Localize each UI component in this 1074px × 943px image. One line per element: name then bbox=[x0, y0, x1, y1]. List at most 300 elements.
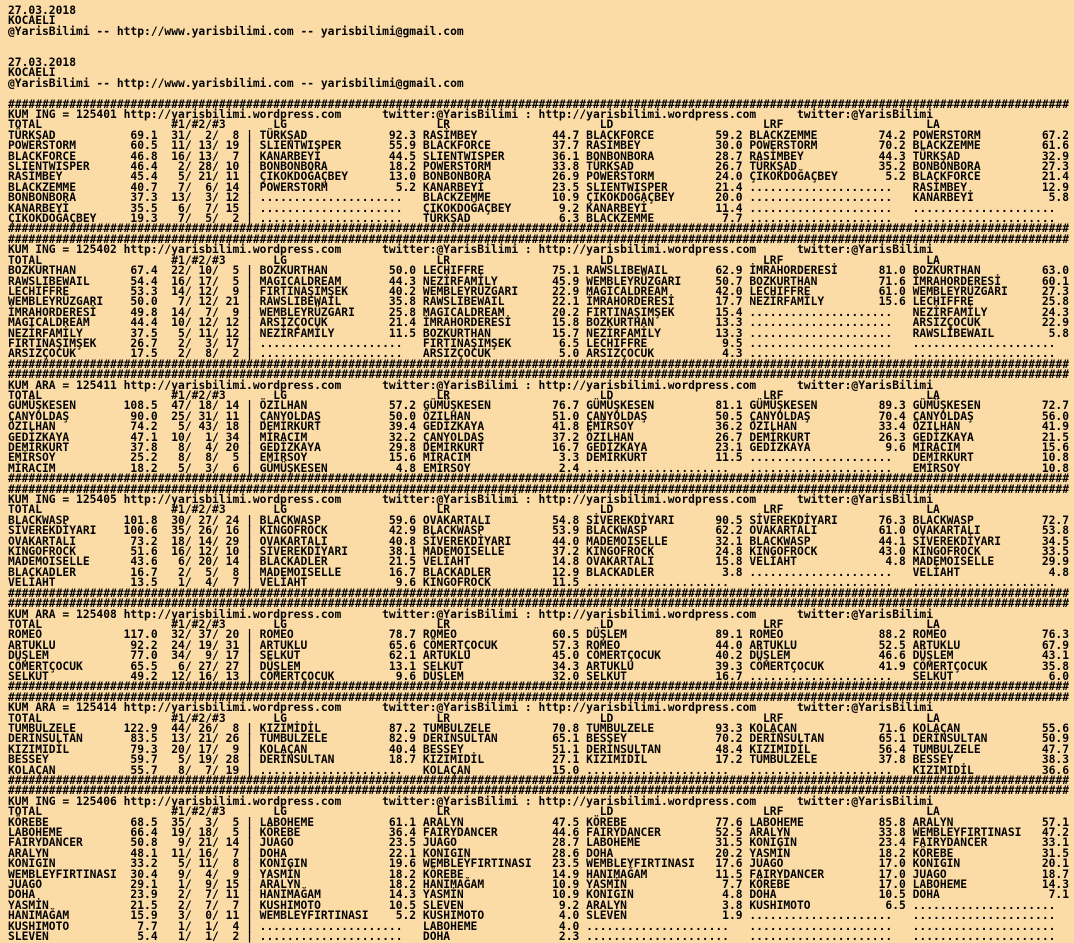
cell-lrf: NEZİRFAMİLY 15.6 bbox=[749, 295, 913, 309]
place-counts: 1/ 1/ 4 bbox=[157, 919, 240, 933]
cell-la: İMRAHORDERESİ 60.1 bbox=[912, 274, 1070, 288]
cell-ld: ..................... bbox=[586, 919, 750, 933]
cell-lr: HANIMAĞAM 10.9 bbox=[422, 878, 587, 892]
cell-lr: KUSHIMOTO 4.0 bbox=[422, 909, 587, 923]
col-lr: LR bbox=[436, 617, 600, 631]
cell-la: MİRACIM 15.6 bbox=[912, 441, 1070, 455]
cell-lr: SELKUT 34.3 bbox=[422, 659, 587, 673]
column-divider: | bbox=[239, 576, 260, 590]
report-header-block-1 bbox=[8, 6, 1074, 37]
horse-name: KINGOFROCK bbox=[8, 545, 124, 559]
cell-lg: ARTUKLU 65.6 bbox=[259, 638, 423, 652]
horse-name: OVAKARTALI bbox=[8, 534, 124, 548]
cell-lrf: ÇIKOKDOĞAÇBEY 5.2 bbox=[749, 170, 913, 184]
cell-ld: BESSEY 70.2 bbox=[586, 732, 750, 746]
column-divider: | bbox=[239, 212, 260, 226]
col-total: TOTAL bbox=[8, 253, 172, 267]
cell-la: ..................... bbox=[912, 898, 1070, 912]
cell-lrf: POWERSTORM 70.2 bbox=[749, 139, 913, 153]
place-counts: 8/ 4/ 20 bbox=[157, 441, 240, 455]
column-divider: | bbox=[239, 326, 260, 340]
column-divider: | bbox=[239, 930, 260, 943]
section-link: http://yarisbilimi.wordpress.com bbox=[116, 243, 342, 257]
cell-la: DÜŞLEM 43.1 bbox=[912, 649, 1070, 663]
cell-lg: KUSHIMOTO 10.5 bbox=[259, 898, 423, 912]
cell-la: ..................... bbox=[912, 347, 1070, 361]
total-score: 29.1 bbox=[123, 878, 158, 892]
column-divider: | bbox=[239, 721, 260, 735]
cell-lg: TÜRKŞAD 92.3 bbox=[259, 128, 423, 142]
total-score: 79.3 bbox=[123, 742, 158, 756]
total-score: 90.0 bbox=[123, 409, 158, 423]
total-score: 33.2 bbox=[123, 857, 158, 871]
col-la: LA bbox=[926, 503, 940, 517]
total-score: 48.1 bbox=[123, 846, 158, 860]
column-divider: | bbox=[239, 295, 260, 309]
horse-name: SLEVEN bbox=[8, 930, 124, 943]
horse-name: ARSIZÇOCUK bbox=[8, 347, 124, 361]
total-score: 37.5 bbox=[123, 326, 158, 340]
cell-ld: FIRTINAŞIMŞEK 15.4 bbox=[586, 305, 750, 319]
column-divider: | bbox=[239, 430, 260, 444]
cell-lrf: ..................... bbox=[749, 576, 913, 590]
column-divider: | bbox=[239, 732, 260, 746]
col-total: TOTAL bbox=[8, 805, 172, 819]
cell-lr: DOHA 2.3 bbox=[422, 930, 587, 943]
total-score: 35.5 bbox=[123, 201, 158, 215]
place-counts: 13/ 3/ 12 bbox=[157, 191, 240, 205]
cell-la: ..................... bbox=[912, 930, 1070, 943]
cell-ld: RAWSLIBEWAIL 62.9 bbox=[586, 264, 750, 278]
place-counts: 13/ 21/ 26 bbox=[157, 732, 240, 746]
cell-ld: GÜMÜŞKESEN 81.1 bbox=[586, 399, 750, 413]
place-counts: 9/ 21/ 14 bbox=[157, 836, 240, 850]
cell-lrf: ..................... bbox=[749, 336, 913, 350]
place-counts: 35/ 3/ 5 bbox=[157, 815, 240, 829]
section-code: KUM ARA = 125414 bbox=[8, 701, 117, 715]
cell-la: SELKUT 6.0 bbox=[912, 669, 1070, 683]
place-counts: 2/ 3/ 17 bbox=[157, 336, 240, 350]
section-twitter-2: twitter:@YarisBilimi bbox=[756, 493, 934, 507]
cell-ld: ..................... bbox=[586, 763, 750, 777]
cell-lr: BESSEY 51.1 bbox=[422, 742, 587, 756]
cell-ld: ..................... bbox=[586, 576, 750, 590]
cell-lg: ..................... bbox=[259, 919, 423, 933]
section-code: KUM ING = 125406 bbox=[8, 794, 117, 808]
cell-lr: DÜŞLEM 32.0 bbox=[422, 669, 587, 683]
cell-la: GÜMÜŞKESEN 72.7 bbox=[912, 399, 1070, 413]
cell-ld: BOZKURTHAN 13.3 bbox=[586, 316, 750, 330]
cell-lr: KIZIMIDİL 27.1 bbox=[422, 753, 587, 767]
total-score: 101.8 bbox=[123, 513, 158, 527]
cell-lg: GEDİZKAYA 29.8 bbox=[259, 441, 423, 455]
place-counts: 16/ 13/ 7 bbox=[157, 149, 240, 163]
cell-la: ARALYN 57.1 bbox=[912, 815, 1070, 829]
cell-lrf: ..................... bbox=[749, 451, 913, 465]
total-score: 67.4 bbox=[123, 264, 158, 278]
cell-lr: SİVEREKDİYARI 44.0 bbox=[422, 534, 587, 548]
cell-la: VELİAHT 4.8 bbox=[912, 565, 1070, 579]
horse-name: MAGICALDREAM bbox=[8, 316, 124, 330]
cell-ld: BONBONBORA 28.7 bbox=[586, 149, 750, 163]
cell-la: KONIGIN 20.1 bbox=[912, 857, 1070, 871]
col-la: LA bbox=[926, 617, 940, 631]
cell-ld: TUMBULZELE 93.3 bbox=[586, 721, 750, 735]
place-counts: 8/ 8/ 5 bbox=[157, 451, 240, 465]
cell-lrf: ..................... bbox=[749, 347, 913, 361]
cell-lg: BOZKURTHAN 50.0 bbox=[259, 264, 423, 278]
total-score: 60.5 bbox=[123, 139, 158, 153]
cell-lg: ..................... bbox=[259, 201, 423, 215]
cell-la: CÖMERTÇOCUK 35.8 bbox=[912, 659, 1070, 673]
place-counts: 2/ 8/ 2 bbox=[157, 347, 240, 361]
cell-lg: ..................... bbox=[259, 763, 423, 777]
cell-lr: BOZKURTHAN 15.7 bbox=[422, 326, 587, 340]
horse-name: KANARBEYİ bbox=[8, 201, 124, 215]
column-divider: | bbox=[239, 565, 260, 579]
cell-lrf: KONIGIN 23.4 bbox=[749, 836, 913, 850]
col-ld: LD bbox=[599, 711, 763, 725]
section-twitter: twitter:@YarisBilimi bbox=[341, 243, 519, 257]
cell-lr: MAGICALDREAM 20.2 bbox=[422, 305, 587, 319]
horse-name: İMRAHORDERESİ bbox=[8, 305, 124, 319]
column-divider: | bbox=[239, 888, 260, 902]
place-counts: 16/ 12/ 10 bbox=[157, 545, 240, 559]
cell-ld: ..................... bbox=[586, 461, 750, 475]
cell-la: ÖZILHAN 41.9 bbox=[912, 420, 1070, 434]
cell-lg: ROMEO 78.7 bbox=[259, 628, 423, 642]
place-counts: 5/ 11/ 12 bbox=[157, 326, 240, 340]
col-lrf: LRF bbox=[762, 388, 927, 402]
cell-lg: BLACKWASP 59.6 bbox=[259, 513, 423, 527]
section-code: KUM ARA = 125411 bbox=[8, 378, 117, 392]
horse-name: BESSEY bbox=[8, 753, 124, 767]
cell-ld: OVAKARTALI 15.8 bbox=[586, 555, 750, 569]
cell-lrf: ..................... bbox=[749, 212, 913, 226]
total-score: 40.7 bbox=[123, 180, 158, 194]
cell-lrf: ..................... bbox=[749, 316, 913, 330]
cell-la: WEMBLEYFIRTINASI 47.2 bbox=[912, 826, 1070, 840]
cell-lrf: BOZKURTHAN 71.6 bbox=[749, 274, 913, 288]
cell-lr: BLACKWASP 53.9 bbox=[422, 524, 587, 538]
col-lr: LR bbox=[436, 503, 600, 517]
section-link: http://yarisbilimi.wordpress.com bbox=[116, 794, 342, 808]
section-twitter: twitter:@YarisBilimi bbox=[341, 701, 519, 715]
cell-lrf: KOLAÇAN 71.6 bbox=[749, 721, 913, 735]
section-link: http://yarisbilimi.wordpress.com bbox=[116, 493, 342, 507]
horse-name: TUMBULZELE bbox=[8, 721, 124, 735]
cell-lr: YASMİN 10.9 bbox=[422, 888, 587, 902]
horse-name: ÇANYOLDAŞ bbox=[8, 409, 124, 423]
horse-name: ÖZILHAN bbox=[8, 420, 124, 434]
column-divider: | bbox=[239, 170, 260, 184]
cell-la: MADEMOISELLE 29.9 bbox=[912, 555, 1070, 569]
total-score: 69.1 bbox=[123, 128, 158, 142]
report-date: 27.03.2018 bbox=[8, 4, 77, 17]
cell-la: TÜRKŞAD 32.9 bbox=[912, 149, 1070, 163]
total-score: 53.3 bbox=[123, 284, 158, 298]
cell-lr: GEDİZKAYA 41.8 bbox=[422, 420, 587, 434]
horse-name: DOHA bbox=[8, 888, 124, 902]
section-separator: ############################################################################################################################################################ bbox=[8, 690, 1070, 704]
horse-name: SELKUT bbox=[8, 669, 124, 683]
cell-lg: SELKUT 62.1 bbox=[259, 649, 423, 663]
cell-lg: MAGICALDREAM 44.3 bbox=[259, 274, 423, 288]
cell-lrf: ..................... bbox=[749, 909, 913, 923]
cell-lg: DÜŞLEM 13.1 bbox=[259, 659, 423, 673]
cell-ld: GEDİZKAYA 23.1 bbox=[586, 441, 750, 455]
cell-lr: OVAKARTALI 54.8 bbox=[422, 513, 587, 527]
section-link-2: : http://yarisbilimi.wordpress.com bbox=[518, 378, 757, 392]
cell-ld: KINGOFROCK 24.8 bbox=[586, 545, 750, 559]
total-score: 26.7 bbox=[123, 336, 158, 350]
cell-la: KIZIMIDİL 36.6 bbox=[912, 763, 1070, 777]
cell-ld: KÖREBE 77.6 bbox=[586, 815, 750, 829]
total-score: 49.2 bbox=[123, 669, 158, 683]
col-ld: LD bbox=[599, 617, 763, 631]
cell-lr: SLIENTWISPER 36.1 bbox=[422, 149, 587, 163]
section-separator: ############################################################################################################################################################ bbox=[8, 472, 1070, 486]
total-score: 122.9 bbox=[123, 721, 158, 735]
place-counts: 34/ 9/ 17 bbox=[157, 649, 240, 663]
col-lr: LR bbox=[436, 388, 600, 402]
cell-ld: BLACKZEMME 7.7 bbox=[586, 212, 750, 226]
cell-la: ARSIZÇOCUK 22.9 bbox=[912, 316, 1070, 330]
total-score: 54.4 bbox=[123, 274, 158, 288]
total-score: 25.2 bbox=[123, 451, 158, 465]
cell-la: ..................... bbox=[912, 576, 1070, 590]
col-total: TOTAL bbox=[8, 118, 172, 132]
cell-lg: RAWSLIBEWAIL 35.8 bbox=[259, 295, 423, 309]
col-lg: LG bbox=[273, 805, 437, 819]
column-divider: | bbox=[239, 128, 260, 142]
horse-name: HANIMAĞAM bbox=[8, 909, 124, 923]
cell-lrf: ..................... bbox=[749, 326, 913, 340]
report-contact: @YarisBilimi -- http://www.yarisbilimi.com -- yarisbilimi@gmail.com bbox=[8, 24, 464, 38]
col-places: #1/#2/#3 bbox=[171, 617, 274, 631]
cell-lg: KIZIMİDİL 87.2 bbox=[259, 721, 423, 735]
cell-lr: DERİNSULTAN 65.1 bbox=[422, 732, 587, 746]
cell-la: WEMBLEYRÜZGARI 27.3 bbox=[912, 284, 1070, 298]
horse-name: RASİMBEY bbox=[8, 170, 124, 184]
cell-lg: SLIENTWISPER 55.9 bbox=[259, 139, 423, 153]
cell-ld: WEMBLEYFIRTINASI 17.6 bbox=[586, 857, 750, 871]
horse-name: EMİRSOY bbox=[8, 451, 124, 465]
cell-la: KÖREBE 31.5 bbox=[912, 846, 1070, 860]
col-ld: LD bbox=[599, 118, 763, 132]
cell-ld: KIZIMIDİL 17.2 bbox=[586, 753, 750, 767]
cell-la: KOLAÇAN 55.6 bbox=[912, 721, 1070, 735]
cell-lr: WEMBLEYRÜZGARI 22.9 bbox=[422, 284, 587, 298]
total-score: 55.7 bbox=[123, 763, 158, 777]
cell-ld: RASİMBEY 30.0 bbox=[586, 139, 750, 153]
cell-ld: POWERSTORM 24.0 bbox=[586, 170, 750, 184]
cell-lg: BONBONBORA 18.2 bbox=[259, 160, 423, 174]
place-counts: 14/ 12/ 9 bbox=[157, 284, 240, 298]
col-lrf: LRF bbox=[762, 711, 927, 725]
place-counts: 2/ 28/ 10 bbox=[157, 160, 240, 174]
cell-lg: ARALYN 18.2 bbox=[259, 878, 423, 892]
cell-lrf: OVAKARTALI 61.0 bbox=[749, 524, 913, 538]
cell-ld: SLIENTWISPER 21.4 bbox=[586, 180, 750, 194]
cell-lrf: ..................... bbox=[749, 201, 913, 215]
col-lr: LR bbox=[436, 711, 600, 725]
place-counts: 11/ 13/ 19 bbox=[157, 139, 240, 153]
horse-name: WEMBLEYFIRTINASI bbox=[8, 867, 124, 881]
section-separator: ############################################################################################################################################################ bbox=[8, 232, 1070, 246]
cell-lrf: ARTUKLU 52.5 bbox=[749, 638, 913, 652]
horse-name: ROMEO bbox=[8, 628, 124, 642]
cell-lr: CÖMERTÇOCUK 57.3 bbox=[422, 638, 587, 652]
cell-lr: ROMEO 60.5 bbox=[422, 628, 587, 642]
cell-ld: MADEMOISELLE 32.1 bbox=[586, 534, 750, 548]
horse-name: POWERSTORM bbox=[8, 139, 124, 153]
column-divider: | bbox=[239, 139, 260, 153]
col-lg: LG bbox=[273, 253, 437, 267]
cell-lg: NEZİRFAMİLY 11.5 bbox=[259, 326, 423, 340]
column-divider: | bbox=[239, 628, 260, 642]
column-divider: | bbox=[239, 284, 260, 298]
section-twitter-2: twitter:@YarisBilimi bbox=[756, 701, 934, 715]
cell-lr: LABOHEME 4.0 bbox=[422, 919, 587, 933]
cell-la: BONBONBORA 27.3 bbox=[912, 160, 1070, 174]
horse-name: CÖMERTÇOCUK bbox=[8, 659, 124, 673]
section-separator: ############################################################################################################################################################ bbox=[8, 357, 1070, 371]
column-divider: | bbox=[239, 451, 260, 465]
cell-lg: VELİAHT 9.6 bbox=[259, 576, 423, 590]
place-counts: 2/ 7/ 7 bbox=[157, 898, 240, 912]
section-code: KUM ING = 125405 bbox=[8, 493, 117, 507]
section-separator: ############################################################################################################################################################ bbox=[8, 222, 1070, 236]
cell-lrf: GEDİZKAYA 9.6 bbox=[749, 441, 913, 455]
total-score: 19.3 bbox=[123, 212, 158, 226]
cell-lr: ARSIZÇOCUK 5.0 bbox=[422, 347, 587, 361]
horse-name: TÜRKŞAD bbox=[8, 128, 124, 142]
cell-la: NEZİRFAMİLY 24.3 bbox=[912, 305, 1070, 319]
cell-ld: SİVEREKDİYARI 90.5 bbox=[586, 513, 750, 527]
cell-ld: SLEVEN 1.9 bbox=[586, 909, 750, 923]
cell-lg: SİVEREKDİYARI 38.1 bbox=[259, 545, 423, 559]
cell-lr: LECHIFFRE 75.1 bbox=[422, 264, 587, 278]
section-separator: ############################################################################################################################################################ bbox=[8, 97, 1070, 111]
column-divider: | bbox=[239, 857, 260, 871]
section-separator: ############################################################################################################################################################ bbox=[8, 482, 1070, 496]
cell-ld: LECHIFFRE 9.5 bbox=[586, 336, 750, 350]
cell-ld: FAIRYDANCER 52.5 bbox=[586, 826, 750, 840]
horse-name: DEMİRKURT bbox=[8, 441, 124, 455]
total-score: 30.4 bbox=[123, 867, 158, 881]
cell-lr: WEMBLEYFIRTINASI 23.5 bbox=[422, 857, 587, 871]
cell-ld: EMİRSOY 36.2 bbox=[586, 420, 750, 434]
cell-la: BOZKURTHAN 63.0 bbox=[912, 264, 1070, 278]
cell-lr: POWERSTORM 33.8 bbox=[422, 160, 587, 174]
cell-la: DERİNSULTAN 50.9 bbox=[912, 732, 1070, 746]
column-divider: | bbox=[239, 898, 260, 912]
cell-lg: FIRTINAŞIMŞEK 40.2 bbox=[259, 284, 423, 298]
cell-ld: ÇIKOKDOĞAÇBEY 20.0 bbox=[586, 191, 750, 205]
cell-ld: YASMİN 7.7 bbox=[586, 878, 750, 892]
cell-lr: FAIRYDANCER 44.6 bbox=[422, 826, 587, 840]
total-score: 66.4 bbox=[123, 826, 158, 840]
horse-name: KONIGIN bbox=[8, 857, 124, 871]
col-lrf: LRF bbox=[762, 805, 927, 819]
column-divider: | bbox=[239, 555, 260, 569]
col-lr: LR bbox=[436, 253, 600, 267]
section-code: KUM ING = 125402 bbox=[8, 243, 117, 257]
col-total: TOTAL bbox=[8, 388, 172, 402]
cell-lr: BLACKFORCE 37.7 bbox=[422, 139, 587, 153]
cell-la: OVAKARTALI 53.8 bbox=[912, 524, 1070, 538]
horse-name: FAIRYDANCER bbox=[8, 836, 124, 850]
section-link-2: : http://yarisbilimi.wordpress.com bbox=[518, 108, 757, 122]
column-divider: | bbox=[239, 836, 260, 850]
horse-name: SLIENTWISPER bbox=[8, 160, 124, 174]
cell-lrf: YASMİN 18.2 bbox=[749, 846, 913, 860]
total-score: 17.5 bbox=[123, 347, 158, 361]
cell-ld: DERİNSULTAN 48.4 bbox=[586, 742, 750, 756]
cell-lg: ÇIKOKDOĞAÇBEY 13.0 bbox=[259, 170, 423, 184]
total-score: 18.2 bbox=[123, 461, 158, 475]
cell-lrf: LECHIFFRE 61.0 bbox=[749, 284, 913, 298]
cell-la: POWERSTORM 67.2 bbox=[912, 128, 1070, 142]
col-lr: LR bbox=[436, 118, 600, 132]
col-places: #1/#2/#3 bbox=[171, 388, 274, 402]
place-counts: 14/ 7/ 9 bbox=[157, 305, 240, 319]
cell-lr: TUMBULZELE 70.8 bbox=[422, 721, 587, 735]
cell-lrf: RASİMBEY 44.3 bbox=[749, 149, 913, 163]
col-lg: LG bbox=[273, 118, 437, 132]
column-divider: | bbox=[239, 909, 260, 923]
place-counts: 2/ 5/ 8 bbox=[157, 565, 240, 579]
place-counts: 3/ 0/ 11 bbox=[157, 909, 240, 923]
cell-ld: BLACKADLER 3.8 bbox=[586, 565, 750, 579]
place-counts: 5/ 21/ 11 bbox=[157, 170, 240, 184]
section-separator: ############################################################################################################################################################ bbox=[8, 368, 1070, 382]
section-twitter: twitter:@YarisBilimi bbox=[341, 378, 519, 392]
col-lrf: LRF bbox=[762, 253, 927, 267]
cell-lr: TÜRKŞAD 6.3 bbox=[422, 212, 587, 226]
cell-lrf: KÖREBE 17.0 bbox=[749, 878, 913, 892]
total-score: 51.6 bbox=[123, 545, 158, 559]
horse-name: BLACKWASP bbox=[8, 513, 124, 527]
cell-lrf: ..................... bbox=[749, 763, 913, 777]
column-divider: | bbox=[239, 461, 260, 475]
cell-lr: KOLAÇAN 15.0 bbox=[422, 763, 587, 777]
total-score: 7.7 bbox=[123, 919, 158, 933]
place-counts: 22/ 10/ 5 bbox=[157, 264, 240, 278]
cell-lg: ..................... bbox=[259, 930, 423, 943]
total-score: 50.0 bbox=[123, 295, 158, 309]
cell-lg: ..................... bbox=[259, 191, 423, 205]
place-counts: 19/ 18/ 5 bbox=[157, 826, 240, 840]
horse-name: GÜMÜŞKESEN bbox=[8, 399, 124, 413]
column-divider: | bbox=[239, 742, 260, 756]
horse-name: ÇIKOKDOĞAÇBEY bbox=[8, 212, 124, 226]
column-divider: | bbox=[239, 191, 260, 205]
total-score: 44.4 bbox=[123, 316, 158, 330]
cell-la: ..................... bbox=[912, 212, 1070, 226]
cell-lr: VELİAHT 14.8 bbox=[422, 555, 587, 569]
section-twitter: twitter:@YarisBilimi bbox=[341, 493, 519, 507]
cell-lg: JUAGO 23.5 bbox=[259, 836, 423, 850]
place-counts: 5/ 19/ 28 bbox=[157, 753, 240, 767]
cell-lr: EMİRSOY 2.4 bbox=[422, 461, 587, 475]
cell-lg: OVAKARTALI 40.8 bbox=[259, 534, 423, 548]
cell-lg: ARSIZÇOCUK 21.4 bbox=[259, 316, 423, 330]
col-places: #1/#2/#3 bbox=[171, 711, 274, 725]
place-counts: 12/ 16/ 13 bbox=[157, 669, 240, 683]
cell-ld: DOHA 20.2 bbox=[586, 846, 750, 860]
